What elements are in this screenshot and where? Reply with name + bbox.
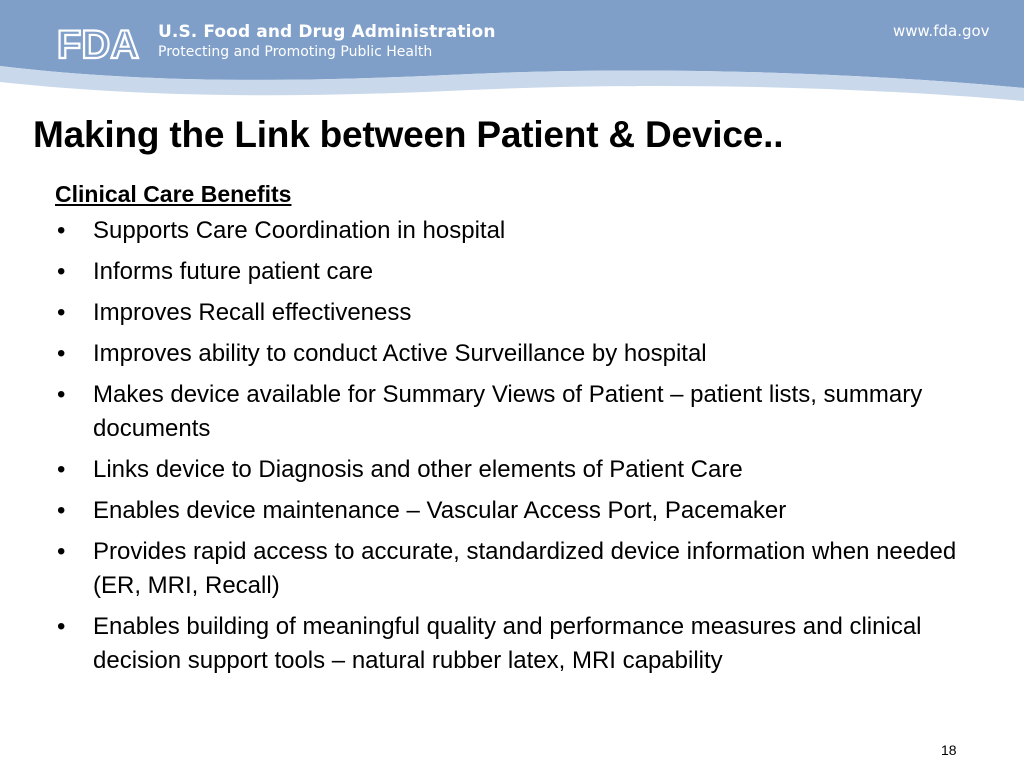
section-heading: Clinical Care Benefits: [55, 181, 292, 207]
benefits-list: [55, 214, 975, 678]
bullet-icon: •: [57, 456, 66, 483]
list-item-text: Improves Recall effectiveness: [93, 299, 412, 326]
list-item: [55, 610, 975, 678]
bullet-icon: •: [57, 381, 66, 408]
list-item: [55, 255, 975, 289]
list-item: [55, 453, 975, 487]
bullet-icon: •: [57, 538, 66, 565]
bullet-icon: •: [57, 497, 66, 524]
slide-title: Making the Link between Patient & Device..: [33, 114, 784, 155]
header-banner: [0, 0, 1024, 112]
list-item: [55, 494, 975, 528]
list-item: [55, 296, 975, 330]
bullet-icon: •: [57, 340, 66, 367]
agency-tagline: Protecting and Promoting Public Health: [158, 44, 433, 60]
fda-logo: [50, 22, 146, 64]
website-link[interactable]: www.fda.gov: [893, 22, 990, 40]
list-item-text: Makes device available for Summary Views of Patient – patient lists, summary documents: [93, 381, 923, 442]
list-item: [55, 378, 975, 446]
bullet-icon: •: [57, 258, 66, 285]
list-item-text: Informs future patient care: [93, 258, 374, 285]
agency-block: [158, 22, 496, 62]
list-item: [55, 337, 975, 371]
fda-logo-text: FDA: [56, 23, 140, 64]
agency-name: U.S. Food and Drug Administration: [158, 22, 496, 42]
bullet-icon: •: [57, 613, 66, 640]
slide-content: [55, 178, 975, 685]
list-item: [55, 214, 975, 248]
list-item-text: Links device to Diagnosis and other elements of Patient Care: [93, 456, 743, 483]
list-item-text: Provides rapid access to accurate, standardized device information when needed (ER, MRI, Recall): [93, 538, 957, 599]
list-item-text: Improves ability to conduct Active Surveillance by hospital: [93, 340, 707, 367]
list-item-text: Supports Care Coordination in hospital: [93, 217, 506, 244]
bullet-icon: •: [57, 299, 66, 326]
list-item-text: Enables building of meaningful quality and performance measures and clinical decision support tools – natural rubber latex, MRI capability: [93, 613, 922, 674]
banner-background: [0, 0, 1024, 112]
bullet-icon: •: [57, 217, 66, 244]
page-number: 18: [941, 742, 957, 758]
list-item-text: Enables device maintenance – Vascular Access Port, Pacemaker: [93, 497, 787, 524]
list-item: [55, 535, 975, 603]
